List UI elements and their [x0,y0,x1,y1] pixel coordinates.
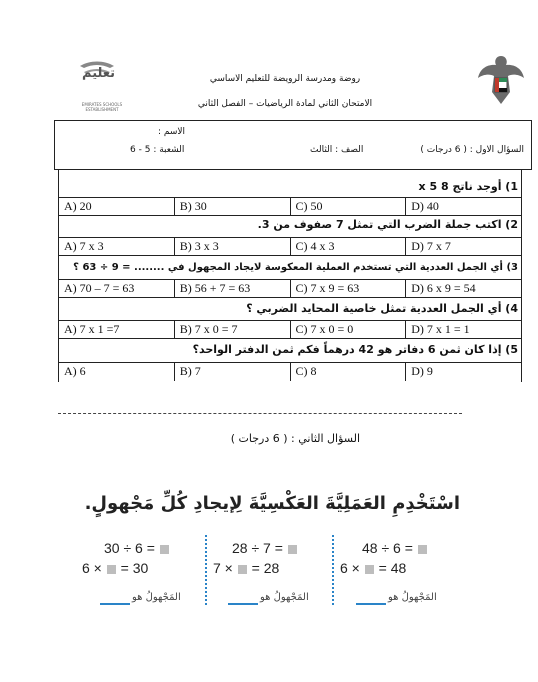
option-c[interactable]: C) 4 x 3 [291,238,407,255]
equation-text: 48 ÷ 6 = [362,540,413,556]
option-c[interactable]: C) 50 [291,198,407,215]
question-5-title: 5) إذا كان ثمن 6 دفاتر هو 42 درهماً فكم ثمن الدفتر الواحد؟ [192,343,518,356]
column-separator [332,535,334,605]
option-a[interactable]: A) 20 [59,198,175,215]
blank-box[interactable] [107,565,116,574]
equation-row [213,560,279,576]
logo-subtext: EMIRATES SCHOOLS ESTABLISHMENT [81,102,123,112]
equation-row [340,560,406,576]
equation-text: = 28 [251,560,280,576]
section-divider [58,413,462,414]
option-c[interactable]: C) 8 [291,363,407,381]
question-2-title: 2) اكتب جملة الضرب التي تمثل 7 صفوف من 3. [257,218,518,231]
question2-label: السؤال الثاني : ( 6 درجات ) [230,432,360,445]
option-a[interactable]: A) 6 [59,363,175,381]
exercise-title: اسْتَخْدِمِ العَمَلِيَّةَ العَكْسِيَّةَ لِإيجادِ كُلِّ مَجْهولٍ. [84,493,460,514]
option-c[interactable]: C) 7 x 0 = 0 [291,321,407,338]
answer-label: المَجْهولُ هو [260,592,309,603]
equation-text: 7 × [213,560,233,576]
answer-line[interactable] [356,603,386,605]
grade-label: الصف : الثالث [310,145,364,155]
option-a[interactable]: A) 70 – 7 = 63 [59,280,175,297]
exam-title: الامتحان الثاني لمادة الرياضيات – الفصل الثاني [197,99,373,109]
answer-label: المَجْهولُ هو [132,592,181,603]
answer-line[interactable] [100,603,130,605]
option-d[interactable]: D) 9 [411,364,433,378]
uae-emblem-icon [476,52,526,108]
question-2-options [58,237,522,256]
question-1-options [58,197,522,216]
option-c[interactable]: C) 7 x 9 = 63 [291,280,407,297]
equation-row [362,540,428,556]
equation-text: 30 ÷ 6 = [104,540,155,556]
answer-line[interactable] [228,603,258,605]
blank-box[interactable] [418,545,427,554]
option-b[interactable]: B) 7 [175,363,291,381]
option-d[interactable]: D) 7 x 7 [411,239,451,253]
question-4-title: 4) أي الجمل العددية تمثل خاصية المحايد الضربي ؟ [246,302,518,315]
option-a[interactable]: A) 7 x 3 [59,238,175,255]
blank-box[interactable] [160,545,169,554]
column-separator [205,535,207,605]
equation-text: 6 × [340,560,360,576]
equation-row [232,540,298,556]
equation-text: 28 ÷ 7 = [232,540,283,556]
blank-box[interactable] [288,545,297,554]
equation-row [104,540,170,556]
equation-text: = 30 [120,560,149,576]
ministry-logo [74,58,130,120]
blank-box[interactable] [365,565,374,574]
option-d[interactable]: D) 6 x 9 = 54 [411,281,476,295]
question-4-options [58,320,522,339]
option-a[interactable]: A) 7 x 1 =7 [59,321,175,338]
equation-row [82,560,148,576]
question-3-title: 3) أي الجمل العددية التي تستخدم العملية المعكوسة لايجاد المجهول في ........ = 9 ÷ 63 ؟ [73,262,518,273]
option-b[interactable]: B) 56 + 7 = 63 [175,280,291,297]
name-label: الاسم : [158,127,186,137]
logo-text: تعليم [82,66,116,81]
equation-text: = 48 [378,560,407,576]
option-d[interactable]: D) 40 [411,199,439,213]
question1-label: السؤال الاول : ( 6 درجات ) [420,145,524,155]
section-label: الشعبة : 5 - 6 [130,145,185,155]
question-1-title: 1) أوجد ناتج 8 x 5 [418,180,518,193]
equation-text: 6 × [82,560,102,576]
blank-box[interactable] [238,565,247,574]
option-b[interactable]: B) 3 x 3 [175,238,291,255]
question-5-options [58,362,522,381]
option-b[interactable]: B) 30 [175,198,291,215]
option-d[interactable]: D) 7 x 1 = 1 [411,322,470,336]
question-3-options [58,279,522,298]
school-name: روضة ومدرسة الرويضة للتعليم الاساسي [209,74,361,84]
option-b[interactable]: B) 7 x 0 = 7 [175,321,291,338]
answer-label: المَجْهولُ هو [388,592,437,603]
